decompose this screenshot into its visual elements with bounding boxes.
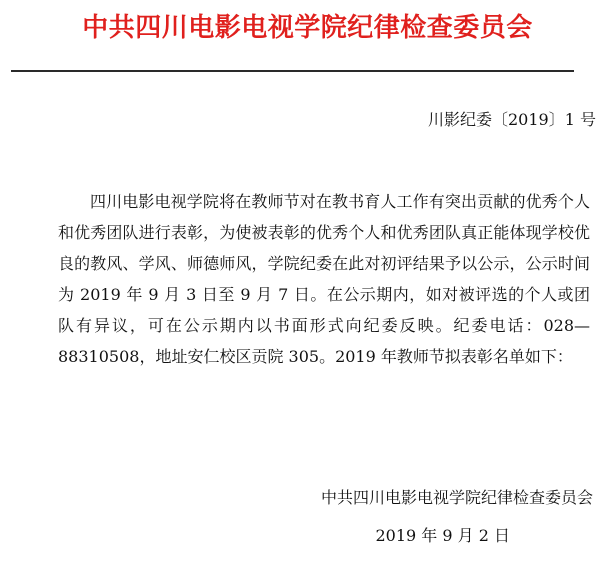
signature-organization: 中共四川电影电视学院纪律检查委员会 — [320, 488, 593, 507]
document-number: 川影纪委〔2019〕1 号 — [428, 110, 596, 129]
document-title: 中共四川电影电视学院纪律检查委员会 — [82, 13, 533, 43]
signature-date: 2019 年 9 月 2 日 — [375, 526, 510, 545]
header-divider — [11, 70, 574, 72]
announcement-body: 四川电影电视学院将在教师节对在教书育人工作有突出贡献的优秀个人和优秀团队进行表彰，为使被表彰的优秀个人和优秀团队真正能体现学校优良的教风、学风、师德师风，学院纪委在此对初评结果予以公示，公示时间为 2019 年 9 月 3 日至 9 月 7 日。在公示期内，如对被评选的个人或团队有异议，可在公示期内以书面形式向纪委反映。纪委电话：028—88310508，地址安仁校区贡院 305。2019 年教师节拟表彰名单如下： — [58, 192, 590, 366]
